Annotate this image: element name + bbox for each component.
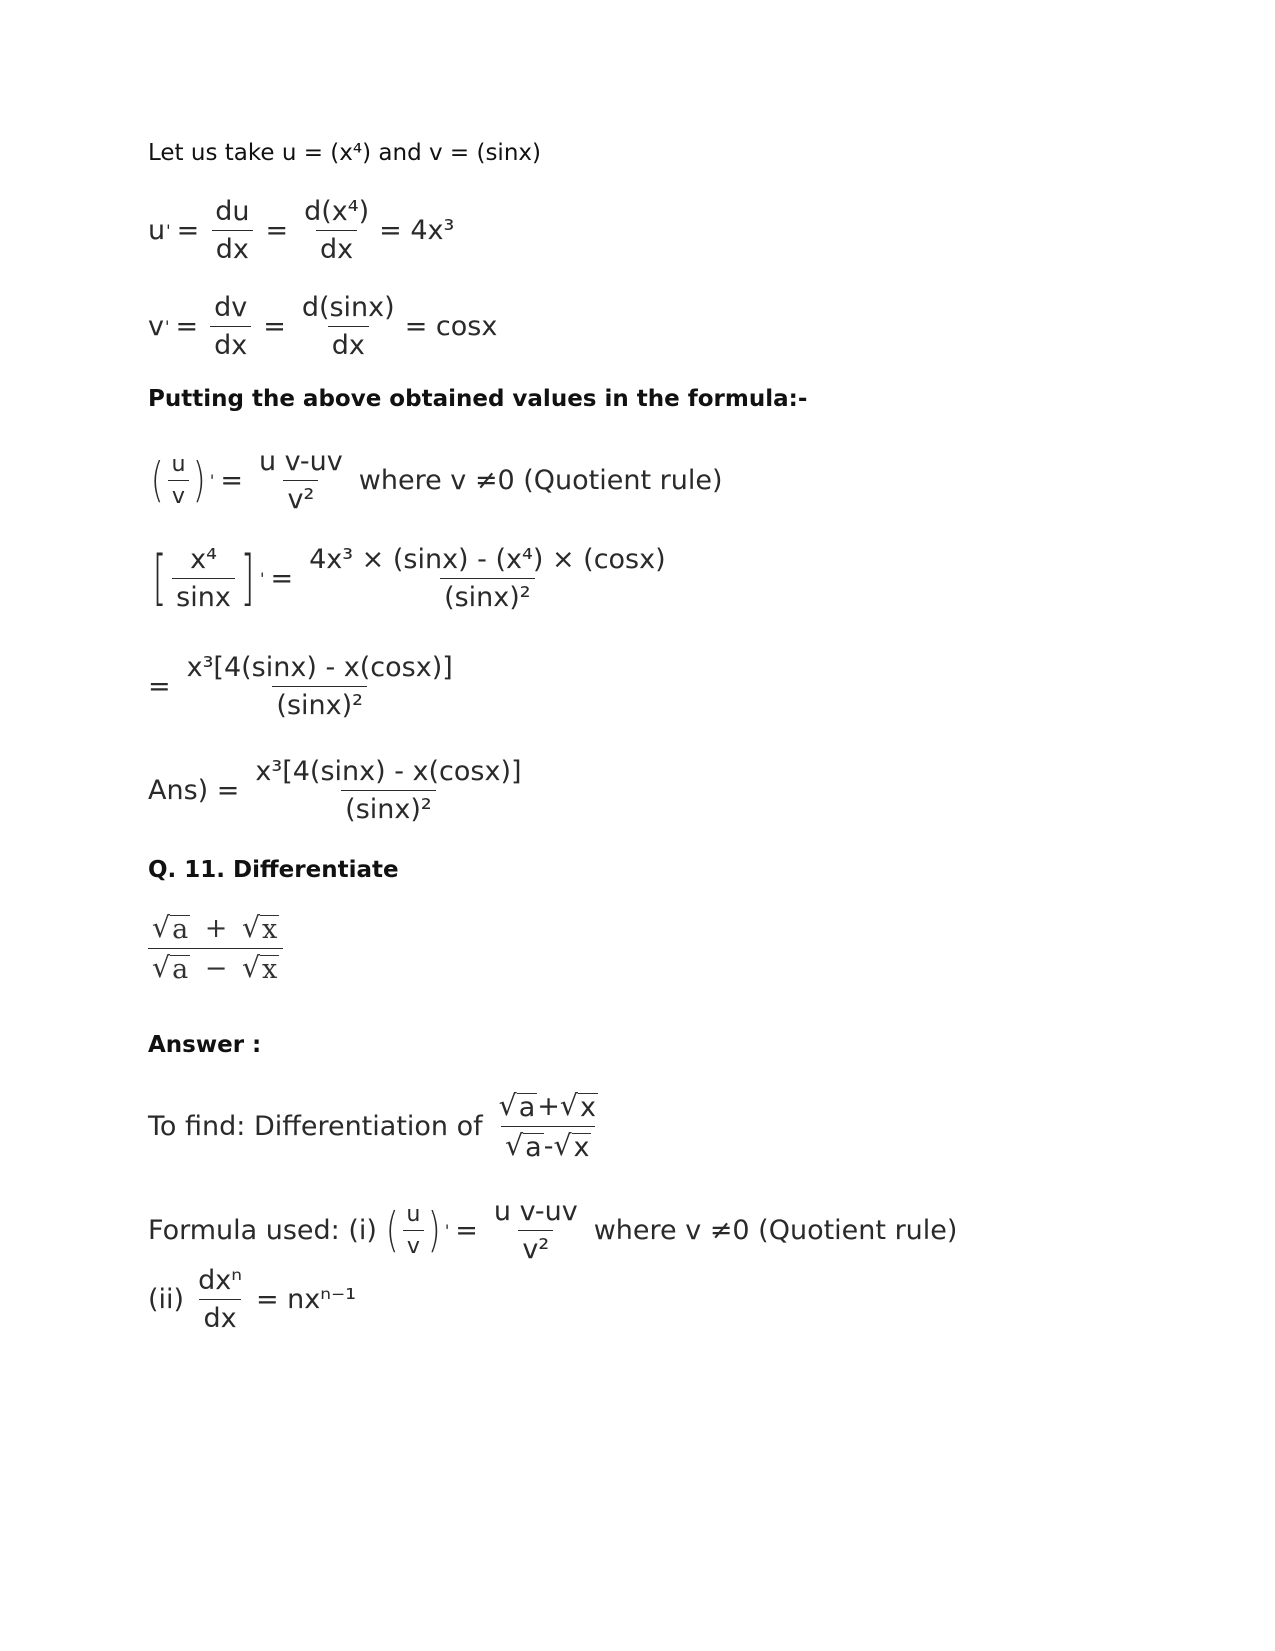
to-find-text: To find: Differentiation of [148, 1110, 483, 1142]
v-prime-lhs: v [148, 311, 164, 343]
x4-over-sinx: $\frac{\text{x⁴}}{\sin x}$ [172, 544, 235, 613]
intro-text: Let us take u = (x⁴) and v = (sinx) [148, 140, 541, 166]
to-find-fraction: √ a + √ x √ a - √ x [498, 1089, 596, 1163]
to-find-line [148, 1090, 608, 1162]
question-11-heading: Q. 11. Differentiate [148, 857, 399, 883]
d-sinx-dx-fraction: $\frac{d(\sin x)}{dx}$ [301, 292, 395, 362]
putting-heading: Putting the above obtained values in the formula:- [148, 386, 808, 412]
formula-fraction: $\frac{\text{u v-uv}}{\text{v²}}$ [493, 1196, 578, 1266]
quotient-rule-fraction: $\frac{\text{u v-uv}}{\text{v²}}$ [258, 446, 343, 516]
ans-label: Ans) = [148, 775, 240, 807]
power-rule-line [148, 1265, 356, 1334]
quotient-rule-line: ( $\frac{u}{v}$ ) ' = $\frac{\text{u v-uv}}{\text{v²}}$ where v ≠0 (Quotient rule) [150, 446, 723, 516]
intro-line [148, 140, 541, 166]
answer-equation [148, 756, 532, 825]
dxn-dx-fraction: $\frac{\text{dxⁿ}}{dx}$ [198, 1265, 242, 1335]
dv-dx-fraction: $\frac{dv}{dx}$ [210, 292, 251, 361]
u-prime-equation: u ' = $\frac{du}{dx}$ = $\frac{\text{d(x⁴)}}{dx}$ = 4x³ [148, 196, 455, 266]
du-dx-fraction: $\frac{du}{dx}$ [211, 196, 253, 265]
v-prime-result: = cosx [404, 311, 498, 343]
quotient-note: where v ≠0 (Quotient rule) [358, 465, 723, 497]
formula-used-line: Formula used: (i) ( $\frac{u}{v}$ ) ' = $\frac{\text{u v-uv}}{\text{v²}}$ where v ≠0 (Quotient rule) [148, 1196, 958, 1266]
formula-ii-label: (ii) [148, 1284, 185, 1316]
formula-used-text: Formula used: (i) [148, 1215, 377, 1247]
step2-fraction: $\frac{\text{x³[4(sinx) - x(cosx)]}}{\text{(sinx)²}}$ [186, 652, 453, 722]
v-prime-equation: v ' = $\frac{dv}{dx}$ = $\frac{d(\sin x)}{dx}$ = cosx [148, 292, 498, 362]
answer-fraction: $\frac{\text{x³[4(sinx) - x(cosx)]}}{\text{(sinx)²}}$ [255, 756, 522, 826]
derivative-step-2: = $\frac{\text{x³[4(sinx) - x(cosx)]}}{\text{(sinx)²}}$ [148, 652, 463, 721]
answer-heading: Answer : [148, 1032, 262, 1058]
d-x4-dx-fraction: $\frac{\text{d(x⁴)}}{dx}$ [304, 196, 370, 266]
step1-fraction: $\frac{\text{4x³ × (sinx) - (x⁴) × (cosx)}}{\text{(sinx)²}}$ [309, 544, 666, 614]
u-prime-lhs: u [148, 215, 166, 247]
power-rule-result: = nxⁿ⁻¹ [255, 1284, 357, 1316]
derivative-step-1: [ $\frac{\text{x⁴}}{\sin x}$ ] ' = $\frac{\text{4x³ × (sinx) - (x⁴) × (cosx)}}{\text{(sinx)²}}$ [148, 544, 676, 613]
u-prime-result: = 4x³ [379, 215, 455, 247]
sqrt-fraction: √ a + √ x √ a − √ x [148, 912, 283, 984]
u-over-v: $\frac{u}{v}$ [167, 452, 189, 510]
question-11-expression [148, 912, 283, 984]
